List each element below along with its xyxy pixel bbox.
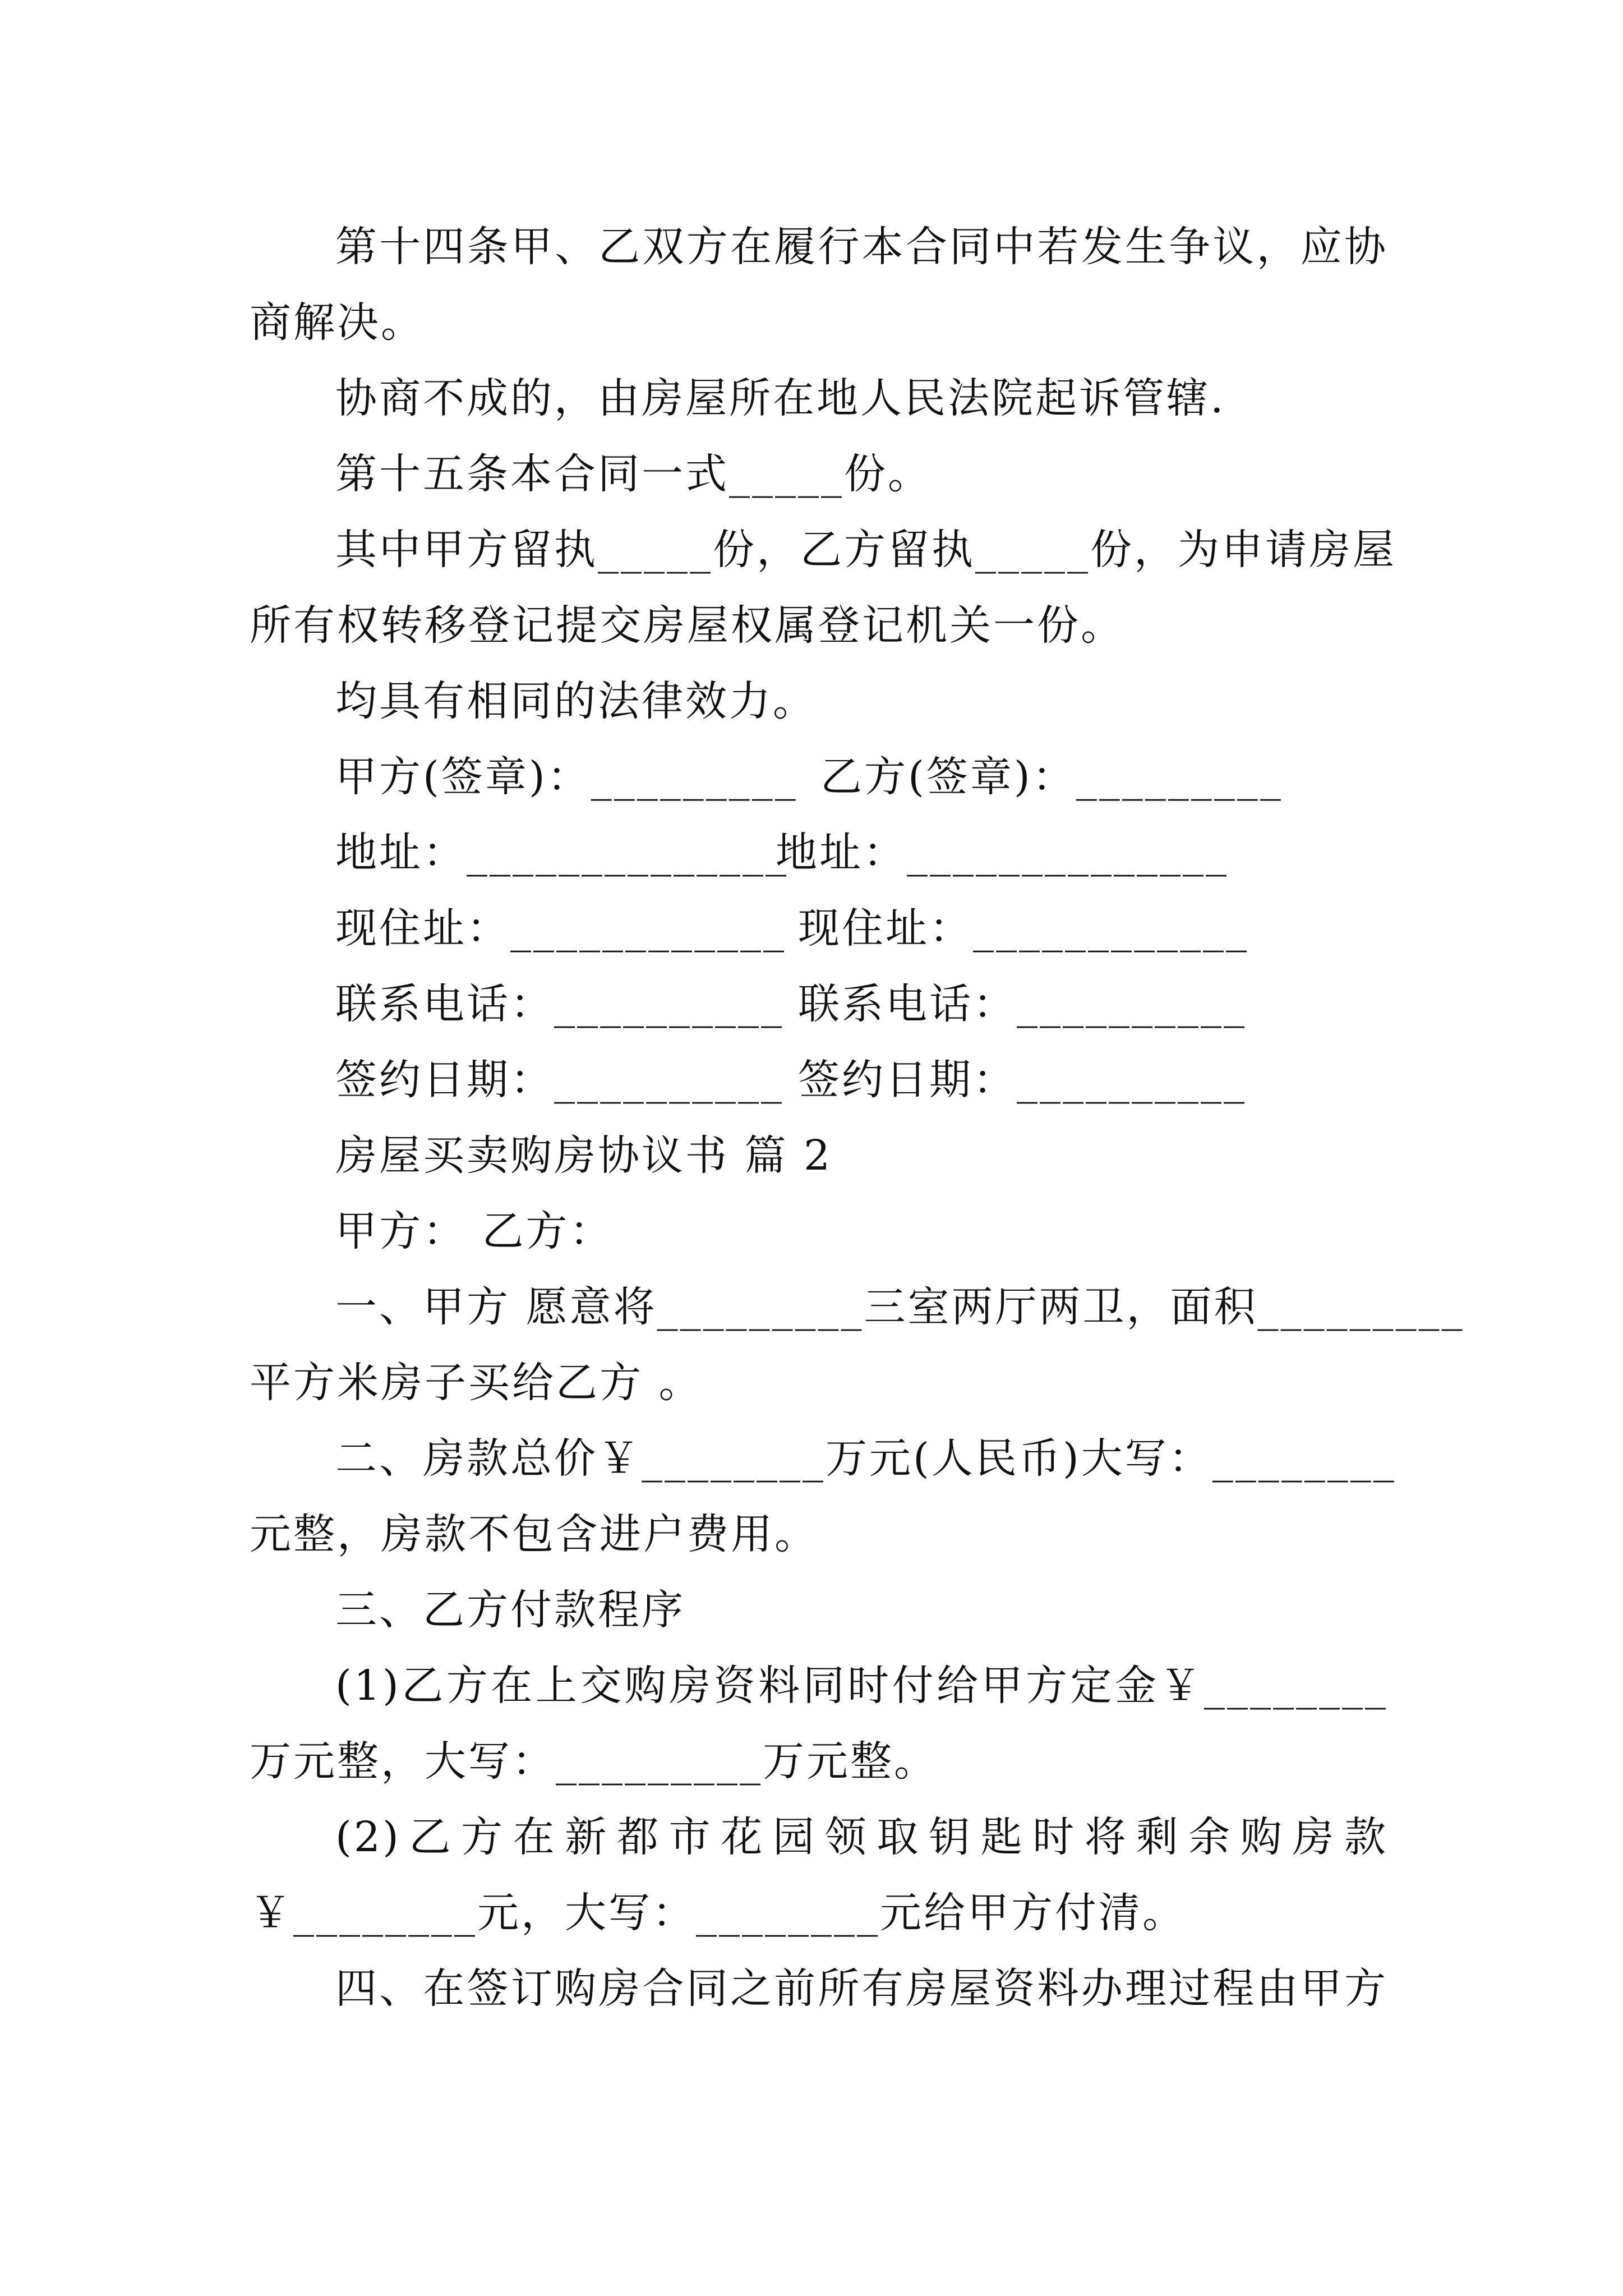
paragraph-line: 所有权转移登记提交房屋权属登记机关一份。: [250, 601, 1124, 650]
party-a-phone-field: 联系电话：__________: [335, 980, 784, 1028]
signature-row: [335, 825, 1388, 881]
signature-row: [335, 749, 1388, 805]
signature-row: [335, 1052, 1388, 1108]
signature-row: [335, 900, 1388, 956]
party-a-address-field: 地址：______________: [335, 829, 789, 877]
paragraph-line: 第十五条本合同一式_____份。: [335, 450, 932, 498]
party-b-address-field: 地址：______________: [776, 829, 1229, 877]
paragraph-line: 均具有相同的法律效力。: [335, 677, 817, 725]
party-b-residence-field: 现住址：____________: [798, 904, 1249, 953]
clause-line: (1)乙方在上交购房资料同时付给甲方定金￥________: [335, 1662, 1388, 1710]
paragraph-line: 协商不成的，由房屋所在地人民法院起诉管辖.: [335, 374, 1226, 422]
clause-line: ￥________元，大写：________元给甲方付清。: [250, 1889, 1186, 1937]
paragraph-line: 第十四条甲、乙双方在履行本合同中若发生争议，应协: [335, 223, 1388, 271]
clause-line: 四、在签订购房合同之前所有房屋资料办理过程由甲方: [335, 1964, 1388, 2013]
party-a-signature-field: 甲方(签章)：_________: [335, 753, 798, 801]
paragraph-line: 其中甲方留执_____份，乙方留执_____份，为申请房屋: [335, 526, 1396, 574]
party-b-date-field: 签约日期：__________: [798, 1056, 1247, 1104]
clause-line: 万元整，大写：_________万元整。: [250, 1737, 938, 1786]
signature-row: [335, 976, 1388, 1032]
clause-line: 三、乙方付款程序: [335, 1586, 685, 1634]
clause-line: (2)乙方在新都市花园领取钥匙时将剩余购房款: [335, 1813, 1388, 1861]
party-a-residence-field: 现住址：____________: [335, 904, 786, 953]
clause-line: 平方米房子买给乙方 。: [250, 1359, 703, 1407]
section-title: 房屋买卖购房协议书 篇 2: [335, 1131, 833, 1180]
clause-line: 二、房款总价￥________万元(人民币)大写：________: [335, 1434, 1396, 1483]
party-a-date-field: 签约日期：__________: [335, 1056, 784, 1104]
parties-line: 甲方： 乙方：: [335, 1207, 614, 1255]
party-b-phone-field: 联系电话：__________: [798, 980, 1247, 1028]
clause-line: 一、甲方 愿意将_________三室两厅两卫，面积_________: [335, 1283, 1465, 1331]
clause-line: 元整，房款不包含进户费用。: [250, 1510, 818, 1558]
paragraph-line: 商解决。: [250, 298, 425, 347]
party-b-signature-field: 乙方(签章)：_________: [820, 753, 1283, 801]
